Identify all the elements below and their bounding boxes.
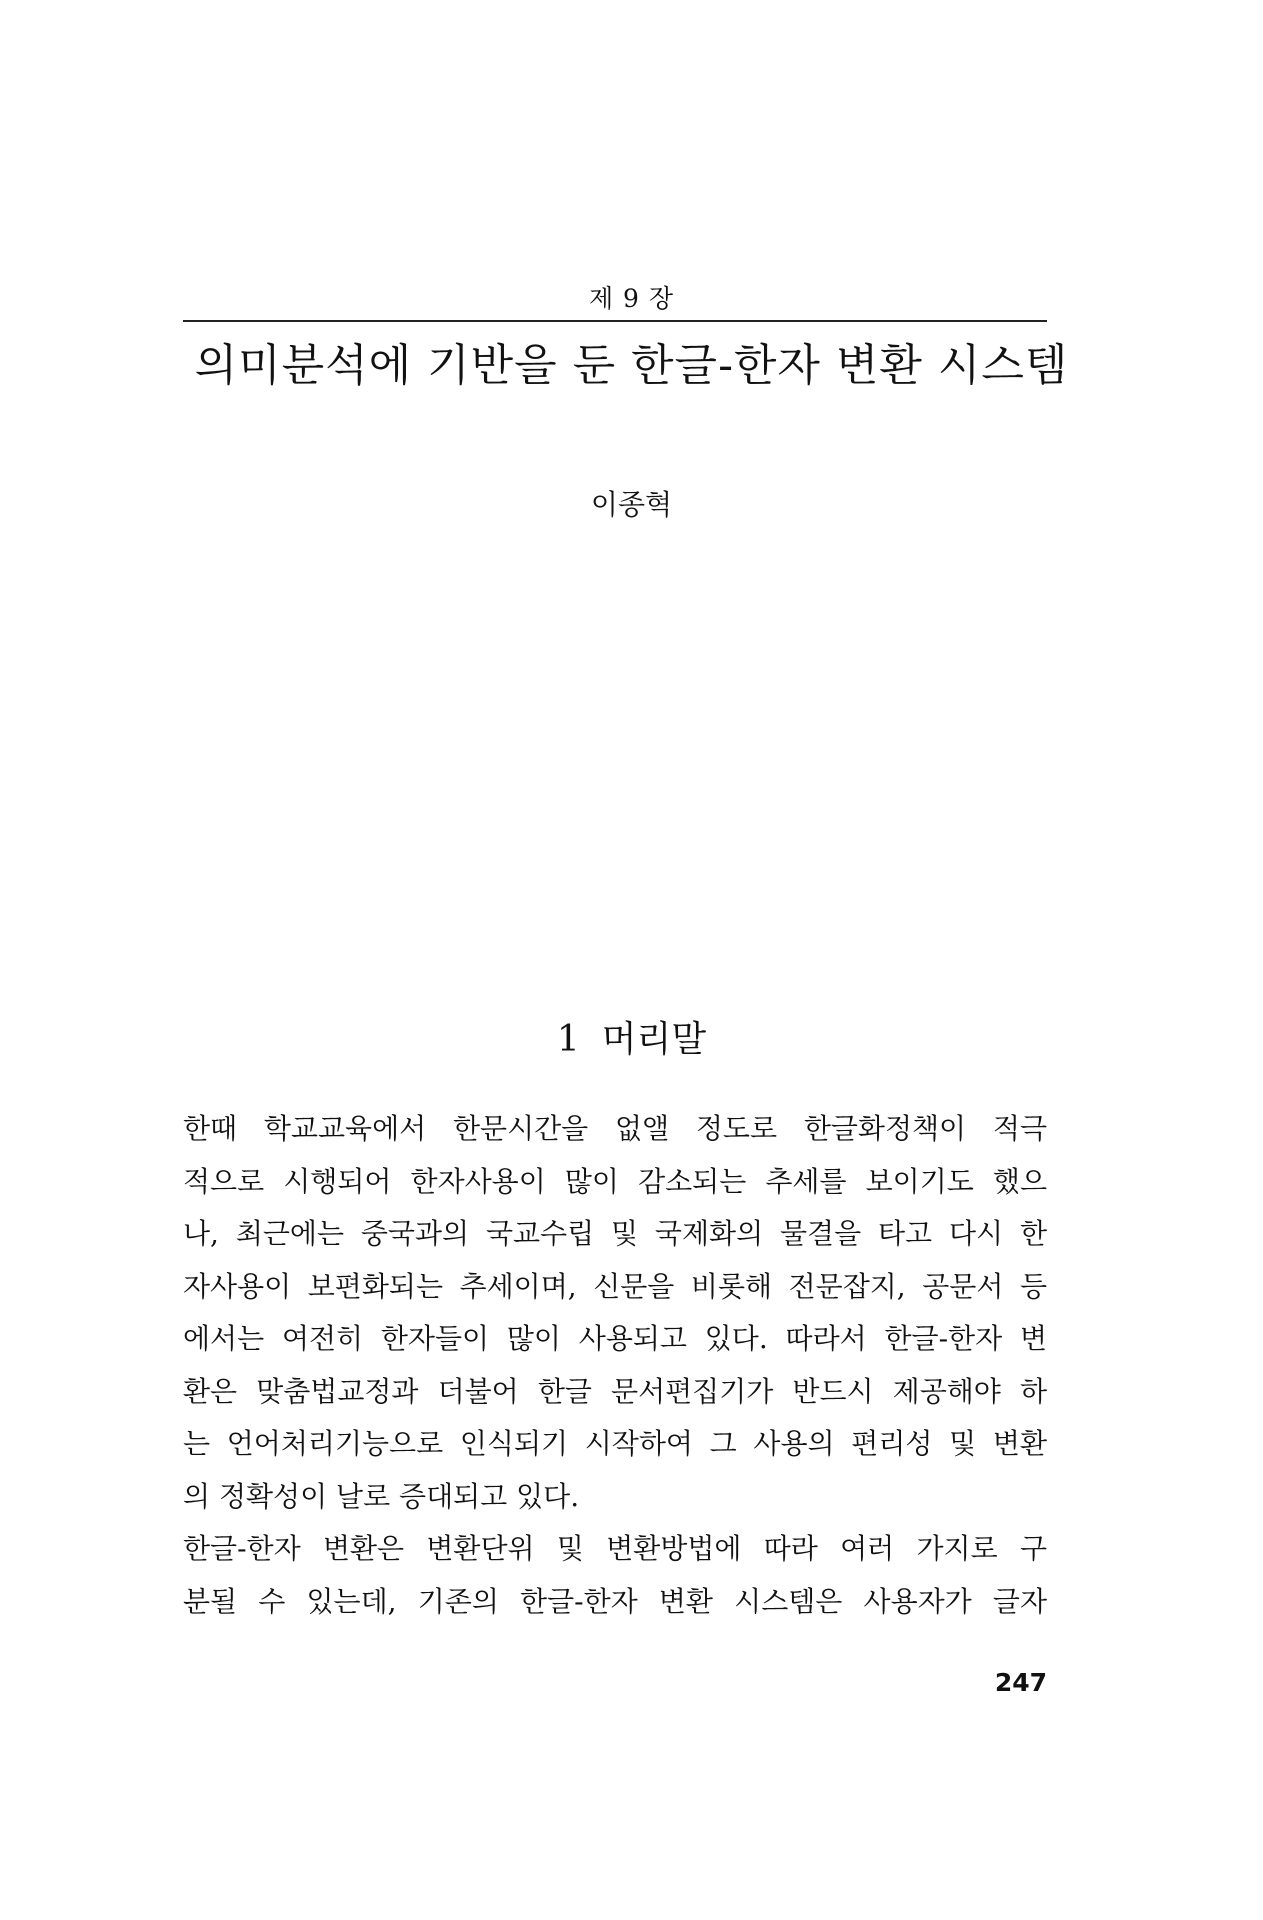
- chapter-title: 의미분석에 기반을 둔 한글-한자 변환 시스템: [194, 340, 1069, 391]
- section-heading: [0, 1016, 1263, 1064]
- chapter-divider: [183, 320, 1047, 322]
- author-name: 이종혁: [590, 488, 673, 521]
- paragraph-line: 적으로 시행되어 한자사용이 많이 감소되는 추세를 보이기도 했으: [183, 1164, 1047, 1198]
- chapter-label: 제 9 장: [588, 284, 675, 313]
- paragraph-line: 자사용이 보편화되는 추세이며, 신문을 비롯해 전문잡지, 공문서 등: [183, 1269, 1047, 1303]
- paragraph-line: 환은 맞춤법교정과 더불어 한글 문서편집기가 반드시 제공해야 하: [183, 1374, 1047, 1408]
- section-title: 머리말: [601, 1019, 707, 1060]
- paragraph-line: 분될 수 있는데, 기존의 한글-한자 변환 시스템은 사용자가 글자: [183, 1584, 1047, 1618]
- paragraph-line: 한글-한자 변환은 변환단위 및 변환방법에 따라 여러 가지로 구: [183, 1532, 1047, 1565]
- paragraph-line: 에서는 여전히 한자들이 많이 사용되고 있다. 따라서 한글-한자 변: [183, 1322, 1047, 1355]
- body-text: [183, 1103, 1047, 1628]
- paragraph-line: 한때 학교교육에서 한문시간을 없앨 정도로 한글화정책이 적극: [183, 1112, 1047, 1145]
- page-number: 247: [994, 1668, 1047, 1697]
- paragraph-line: 의 정확성이 날로 증대되고 있다.: [183, 1479, 580, 1513]
- paragraph-line: 나, 최근에는 중국과의 국교수립 및 국제화의 물결을 타고 다시 한: [183, 1217, 1047, 1250]
- section-number: 1: [556, 1019, 580, 1060]
- paragraph-line: 는 언어처리기능으로 인식되기 시작하여 그 사용의 편리성 및 변환: [183, 1427, 1047, 1460]
